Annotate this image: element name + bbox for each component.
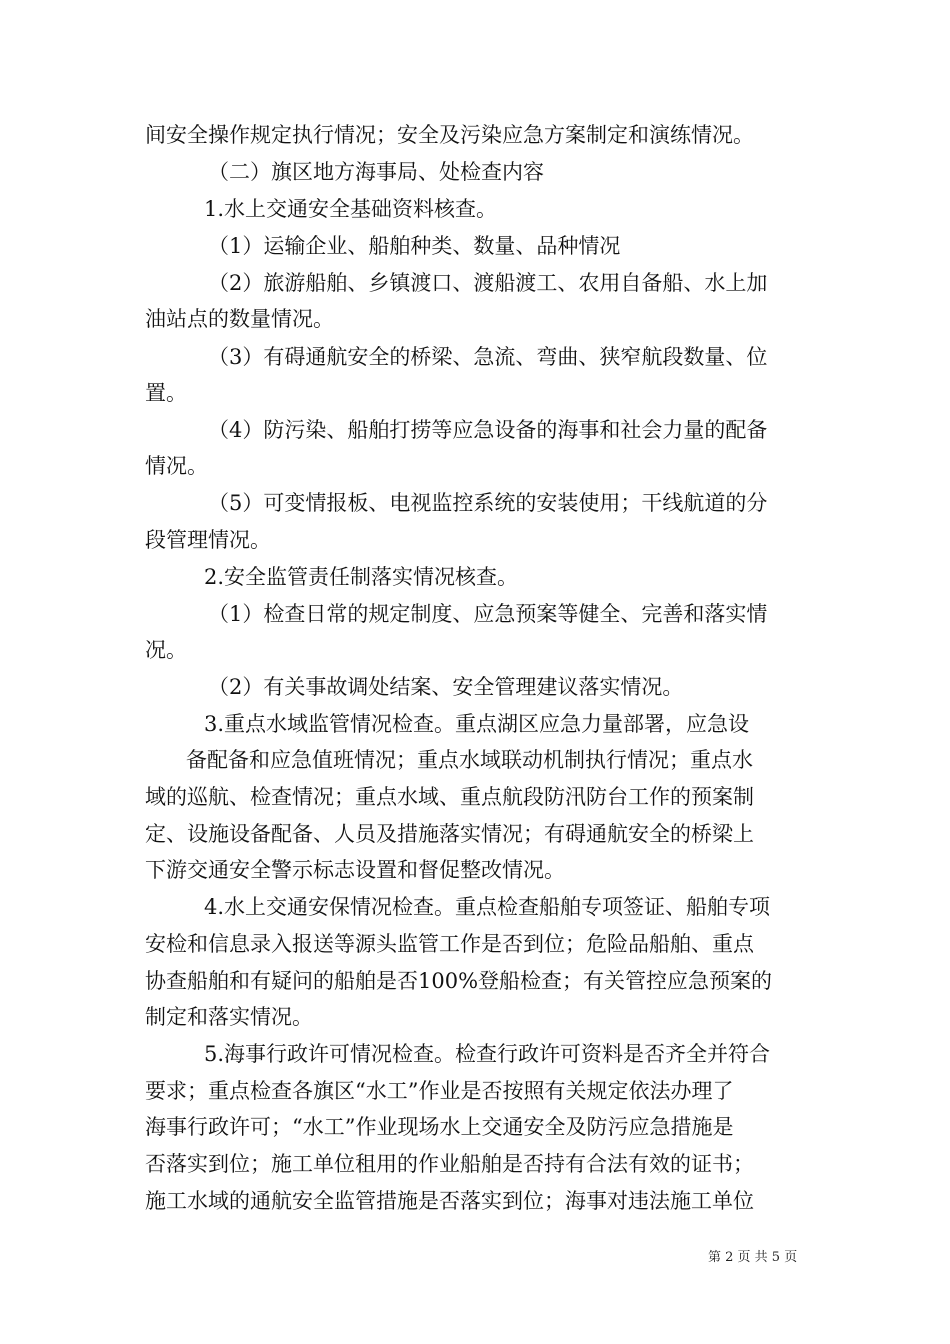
text-line: 备配备和应急值班情况；重点水域联动机制执行情况；重点水 [186,748,753,772]
text-line: （5）可变情报板、电视监控系统的安装使用；干线航道的分 [208,491,768,515]
text-line: 置。 [145,381,187,405]
text-line: 安检和信息录入报送等源头监管工作是否到位；危险品船舶、重点 [145,932,754,956]
item-heading: 2.安全监管责任制落实情况核查。 [204,565,519,589]
text-line: 要求；重点检查各旗区“水工”作业是否按照有关规定依法办理了 [145,1079,734,1103]
text-line: 油站点的数量情况。 [145,307,334,331]
text-line: 海事行政许可；“水工”作业现场水上交通安全及防污应急措施是 [145,1115,734,1139]
item-heading: 5.海事行政许可情况检查。检查行政许可资料是否齐全并符合 [204,1042,771,1066]
text-line: 下游交通安全警示标志设置和督促整改情况。 [145,858,565,882]
text-line: 定、设施设备配备、人员及措施落实情况；有碍通航安全的桥梁上 [145,822,754,846]
text-line: （2）旅游船舶、乡镇渡口、渡船渡工、农用自备船、水上加 [208,271,768,295]
text-line: 情况。 [145,454,208,478]
page-number: 第 2 页 共 5 页 [708,1250,798,1265]
text-line: （4）防污染、船舶打捞等应急设备的海事和社会力量的配备 [208,418,768,442]
section-heading: （二）旗区地方海事局、处检查内容 [208,160,544,184]
text-line: （2）有关事故调处结案、安全管理建议落实情况。 [208,675,684,699]
text-line: 域的巡航、检查情况；重点水域、重点航段防汛防台工作的预案制 [145,785,754,809]
text-line: 制定和落实情况。 [145,1005,313,1029]
text-line: 段管理情况。 [145,528,271,552]
text-line: 否落实到位；施工单位租用的作业船舶是否持有合法有效的证书； [145,1152,754,1176]
text-line: （1）运输企业、船舶种类、数量、品种情况 [208,234,621,258]
text-line: 况。 [145,638,187,662]
text-line: （1）检查日常的规定制度、应急预案等健全、完善和落实情 [208,602,768,626]
item-heading: 4.水上交通安保情况检查。重点检查船舶专项签证、船舶专项 [204,895,771,919]
text-line: （3）有碍通航安全的桥梁、急流、弯曲、狭窄航段数量、位 [208,345,768,369]
text-line: 施工水域的通航安全监管措施是否落实到位；海事对违法施工单位 [145,1189,754,1213]
item-heading: 3.重点水域监管情况检查。重点湖区应急力量部署，应急设 [204,712,750,736]
text-line: 间安全操作规定执行情况；安全及污染应急方案制定和演练情况。 [145,123,754,147]
item-heading: 1.水上交通安全基础资料核查。 [204,197,498,221]
text-line: 协查船舶和有疑问的船舶是否100%登船检查；有关管控应急预案的 [145,969,773,993]
